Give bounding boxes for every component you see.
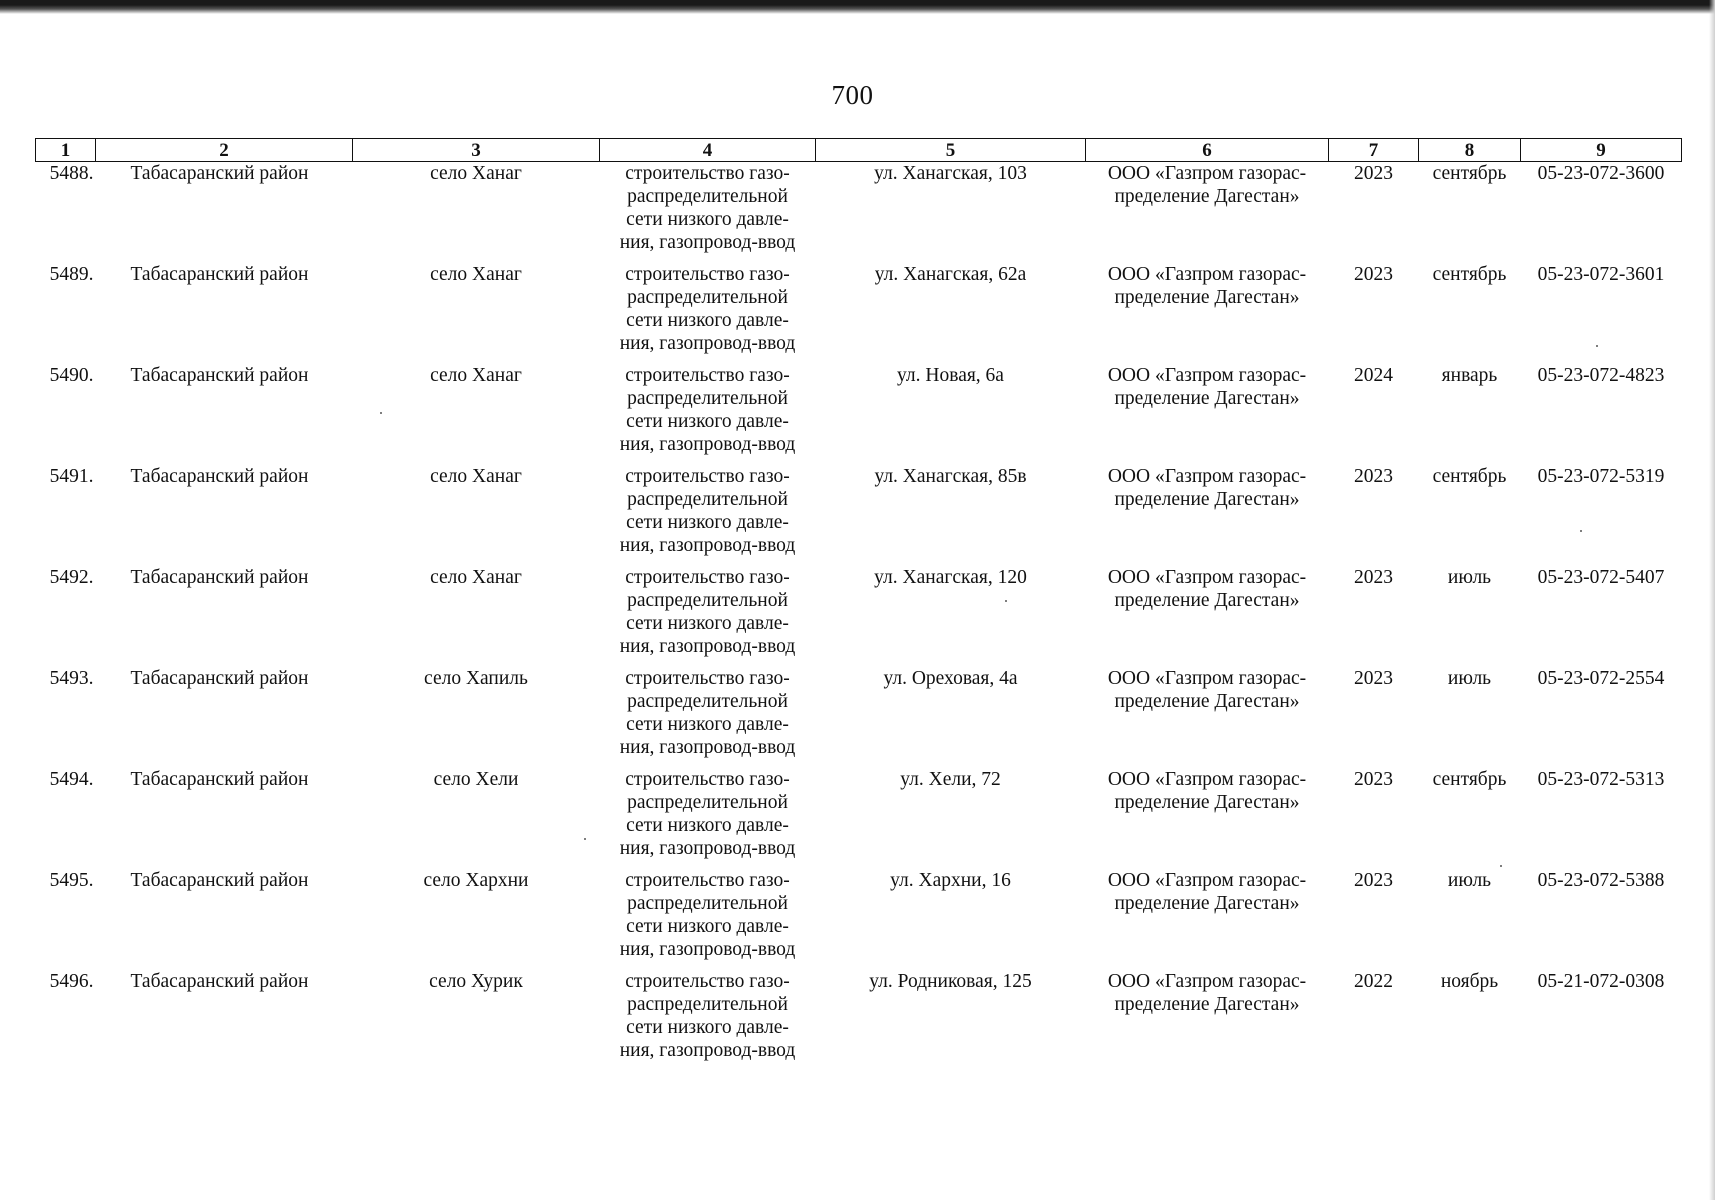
organization-cell-line: пределение Дагестан» xyxy=(1114,893,1300,914)
work-description-cell-line: ния, газопровод-ввод xyxy=(619,636,796,657)
code-cell: 05-21-072-0308 xyxy=(1537,971,1665,992)
table-row xyxy=(36,364,1682,465)
work-description-cell-line: распределительной xyxy=(627,792,788,813)
district-cell: Табасаранский район xyxy=(130,567,309,588)
district-cell: Табасаранский район xyxy=(130,466,309,487)
village-cell: село Хархни xyxy=(423,870,529,891)
work-description-cell-line: сети низкого давле- xyxy=(626,1017,789,1038)
address-cell: ул. Ореховая, 4а xyxy=(883,668,1018,689)
registry-table xyxy=(35,138,1682,1071)
work-description-cell-line: сети низкого давле- xyxy=(626,613,789,634)
header-col-6: 6 xyxy=(1086,139,1329,162)
village-cell: село Хели xyxy=(433,769,519,790)
month-cell: сентябрь xyxy=(1432,163,1507,184)
work-description-cell-line: распределительной xyxy=(627,186,788,207)
organization-cell xyxy=(1086,465,1329,566)
work-description-cell-line: строительство газо- xyxy=(625,668,790,689)
work-description-cell-line: ния, газопровод-ввод xyxy=(619,838,796,859)
address-cell: ул. Ханагская, 120 xyxy=(874,567,1027,588)
header-col-9: 9 xyxy=(1521,139,1682,162)
work-description-cell-line: сети низкого давле- xyxy=(626,815,789,836)
work-description-cell-line: сети низкого давле- xyxy=(626,916,789,937)
district-cell: Табасаранский район xyxy=(130,365,309,386)
row-number: 5490. xyxy=(49,365,94,386)
scan-speck xyxy=(1580,530,1582,532)
work-description-cell xyxy=(600,768,816,869)
work-description-cell-line: ния, газопровод-ввод xyxy=(619,232,796,253)
work-description-cell xyxy=(600,566,816,667)
work-description-cell-line: строительство газо- xyxy=(625,567,790,588)
organization-cell-line: ООО «Газпром газорас- xyxy=(1107,567,1307,588)
organization-cell xyxy=(1086,162,1329,264)
work-description-cell-line: строительство газо- xyxy=(625,365,790,386)
month-cell: сентябрь xyxy=(1432,769,1507,790)
work-description-cell-line: сети низкого давле- xyxy=(626,411,789,432)
year-cell: 2023 xyxy=(1354,668,1393,689)
work-description-cell-line: ния, газопровод-ввод xyxy=(619,737,796,758)
village-cell: село Хапиль xyxy=(424,668,528,689)
organization-cell xyxy=(1086,364,1329,465)
address-cell: ул. Ханагская, 62а xyxy=(874,264,1027,285)
village-cell: село Ханаг xyxy=(430,264,522,285)
work-description-cell-line: распределительной xyxy=(627,994,788,1015)
code-cell: 05-23-072-4823 xyxy=(1537,365,1665,386)
district-cell: Табасаранский район xyxy=(130,668,309,689)
organization-cell xyxy=(1086,970,1329,1071)
organization-cell-line: пределение Дагестан» xyxy=(1114,388,1300,409)
table-row xyxy=(36,970,1682,1071)
work-description-cell-line: распределительной xyxy=(627,287,788,308)
organization-cell-line: пределение Дагестан» xyxy=(1114,590,1300,611)
code-cell: 05-23-072-5313 xyxy=(1537,769,1665,790)
organization-cell-line: пределение Дагестан» xyxy=(1114,186,1300,207)
year-cell: 2023 xyxy=(1354,466,1393,487)
table-row xyxy=(36,869,1682,970)
scan-speck xyxy=(1500,865,1502,867)
scan-speck xyxy=(1005,600,1007,602)
row-number: 5489. xyxy=(49,264,94,285)
work-description-cell-line: распределительной xyxy=(627,489,788,510)
month-cell: июль xyxy=(1447,668,1492,689)
code-cell: 05-23-072-3600 xyxy=(1537,163,1665,184)
year-cell: 2023 xyxy=(1354,769,1393,790)
work-description-cell-line: распределительной xyxy=(627,388,788,409)
address-cell: ул. Родниковая, 125 xyxy=(869,971,1032,992)
code-cell: 05-23-072-3601 xyxy=(1537,264,1665,285)
work-description-cell-line: ния, газопровод-ввод xyxy=(619,939,796,960)
work-description-cell xyxy=(600,162,816,264)
page-number: 700 xyxy=(831,80,874,110)
organization-cell-line: пределение Дагестан» xyxy=(1114,994,1300,1015)
table-body xyxy=(36,162,1682,1072)
work-description-cell-line: ния, газопровод-ввод xyxy=(619,1040,796,1061)
header-col-1: 1 xyxy=(36,139,96,162)
month-cell: январь xyxy=(1441,365,1498,386)
district-cell: Табасаранский район xyxy=(130,264,309,285)
scan-right-edge xyxy=(1709,0,1715,1200)
scan-speck xyxy=(380,412,382,414)
row-number: 5493. xyxy=(49,668,94,689)
organization-cell-line: ООО «Газпром газорас- xyxy=(1107,870,1307,891)
village-cell: село Ханаг xyxy=(430,365,522,386)
header-col-4: 4 xyxy=(600,139,816,162)
header-row xyxy=(36,139,1682,162)
organization-cell-line: пределение Дагестан» xyxy=(1114,792,1300,813)
year-cell: 2024 xyxy=(1354,365,1393,386)
month-cell: сентябрь xyxy=(1432,466,1507,487)
work-description-cell xyxy=(600,869,816,970)
organization-cell xyxy=(1086,263,1329,364)
address-cell: ул. Ханагская, 85в xyxy=(874,466,1027,487)
month-cell: июль xyxy=(1447,567,1492,588)
header-col-2: 2 xyxy=(96,139,353,162)
year-cell: 2023 xyxy=(1354,163,1393,184)
row-number: 5492. xyxy=(49,567,94,588)
organization-cell xyxy=(1086,566,1329,667)
table-row xyxy=(36,667,1682,768)
district-cell: Табасаранский район xyxy=(130,870,309,891)
work-description-cell-line: строительство газо- xyxy=(625,870,790,891)
work-description-cell xyxy=(600,465,816,566)
table-row xyxy=(36,566,1682,667)
table-row xyxy=(36,263,1682,364)
organization-cell-line: пределение Дагестан» xyxy=(1114,287,1300,308)
year-cell: 2023 xyxy=(1354,870,1393,891)
work-description-cell xyxy=(600,364,816,465)
work-description-cell-line: строительство газо- xyxy=(625,971,790,992)
code-cell: 05-23-072-5407 xyxy=(1537,567,1665,588)
header-col-3: 3 xyxy=(353,139,600,162)
work-description-cell-line: строительство газо- xyxy=(625,769,790,790)
row-number: 5496. xyxy=(49,971,94,992)
scan-top-edge xyxy=(0,0,1715,14)
work-description-cell-line: ния, газопровод-ввод xyxy=(619,535,796,556)
district-cell: Табасаранский район xyxy=(130,769,309,790)
work-description-cell-line: строительство газо- xyxy=(625,466,790,487)
table-row xyxy=(36,768,1682,869)
month-cell: сентябрь xyxy=(1432,264,1507,285)
work-description-cell-line: строительство газо- xyxy=(625,163,790,184)
organization-cell-line: ООО «Газпром газорас- xyxy=(1107,466,1307,487)
row-number: 5491. xyxy=(49,466,94,487)
work-description-cell-line: распределительной xyxy=(627,893,788,914)
code-cell: 05-23-072-5319 xyxy=(1537,466,1665,487)
organization-cell-line: ООО «Газпром газорас- xyxy=(1107,365,1307,386)
work-description-cell-line: сети низкого давле- xyxy=(626,310,789,331)
organization-cell xyxy=(1086,869,1329,970)
year-cell: 2023 xyxy=(1354,264,1393,285)
organization-cell-line: пределение Дагестан» xyxy=(1114,691,1300,712)
month-cell: июль xyxy=(1447,870,1492,891)
header-col-7: 7 xyxy=(1329,139,1419,162)
organization-cell-line: ООО «Газпром газорас- xyxy=(1107,668,1307,689)
work-description-cell-line: сети низкого давле- xyxy=(626,209,789,230)
work-description-cell-line: сети низкого давле- xyxy=(626,714,789,735)
header-col-8: 8 xyxy=(1419,139,1521,162)
year-cell: 2023 xyxy=(1354,567,1393,588)
scan-speck xyxy=(1596,345,1598,347)
organization-cell-line: ООО «Газпром газорас- xyxy=(1107,971,1307,992)
table-row xyxy=(36,465,1682,566)
address-cell: ул. Ханагская, 103 xyxy=(874,163,1027,184)
table-row xyxy=(36,162,1682,264)
organization-cell-line: ООО «Газпром газорас- xyxy=(1107,264,1307,285)
table-header xyxy=(36,139,1682,162)
code-cell: 05-23-072-2554 xyxy=(1537,668,1665,689)
district-cell: Табасаранский район xyxy=(130,163,309,184)
code-cell: 05-23-072-5388 xyxy=(1537,870,1665,891)
village-cell: село Ханаг xyxy=(430,466,522,487)
address-cell: ул. Новая, 6а xyxy=(897,365,1004,386)
village-cell: село Ханаг xyxy=(430,163,522,184)
village-cell: село Хурик xyxy=(429,971,523,992)
work-description-cell-line: ния, газопровод-ввод xyxy=(619,434,796,455)
row-number: 5488. xyxy=(49,163,94,184)
work-description-cell-line: сети низкого давле- xyxy=(626,512,789,533)
address-cell: ул. Хели, 72 xyxy=(900,769,1001,790)
address-cell: ул. Хархни, 16 xyxy=(890,870,1011,891)
organization-cell-line: ООО «Газпром газорас- xyxy=(1107,769,1307,790)
row-number: 5495. xyxy=(49,870,94,891)
work-description-cell-line: ния, газопровод-ввод xyxy=(619,333,796,354)
year-cell: 2022 xyxy=(1354,971,1393,992)
work-description-cell-line: строительство газо- xyxy=(625,264,790,285)
month-cell: ноябрь xyxy=(1440,971,1499,992)
work-description-cell xyxy=(600,263,816,364)
work-description-cell xyxy=(600,970,816,1071)
header-col-5: 5 xyxy=(816,139,1086,162)
organization-cell xyxy=(1086,667,1329,768)
district-cell: Табасаранский район xyxy=(130,971,309,992)
scan-speck xyxy=(584,838,586,840)
work-description-cell-line: распределительной xyxy=(627,691,788,712)
work-description-cell xyxy=(600,667,816,768)
organization-cell-line: ООО «Газпром газорас- xyxy=(1107,163,1307,184)
organization-cell-line: пределение Дагестан» xyxy=(1114,489,1300,510)
row-number: 5494. xyxy=(49,769,94,790)
organization-cell xyxy=(1086,768,1329,869)
work-description-cell-line: распределительной xyxy=(627,590,788,611)
village-cell: село Ханаг xyxy=(430,567,522,588)
